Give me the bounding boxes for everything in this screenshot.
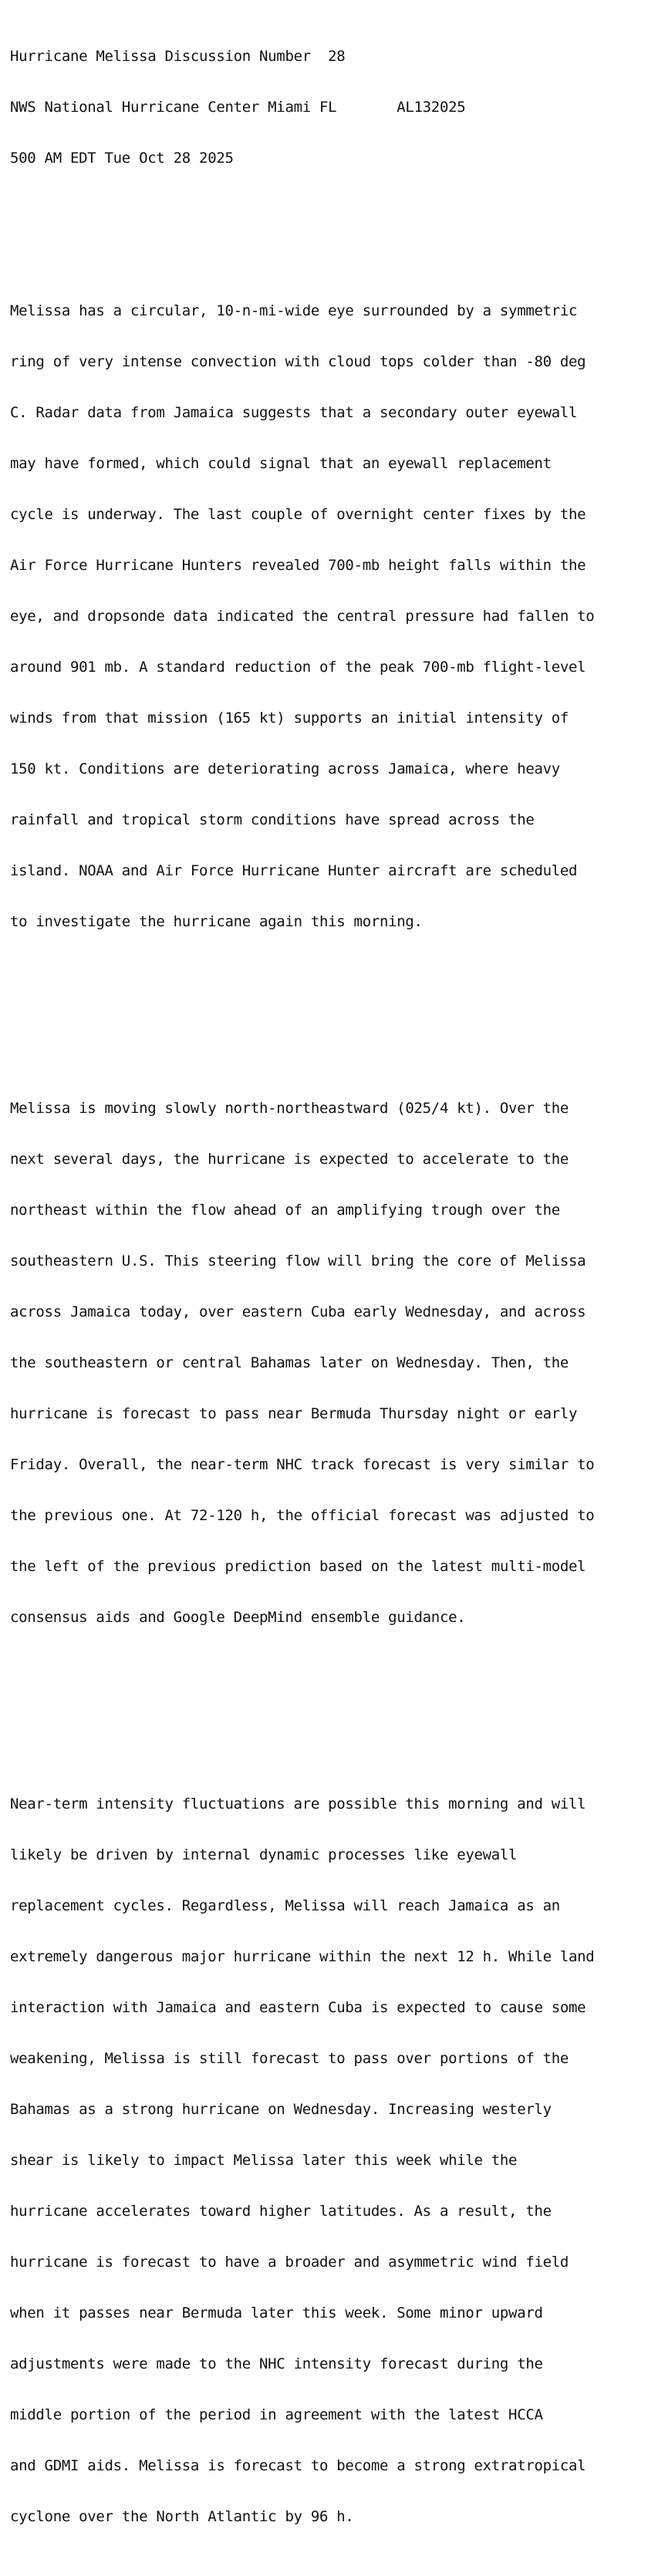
text-line: around 901 mb. A standard reduction of the peak 700-mb flight-level — [10, 659, 586, 676]
text-line: Bahamas as a strong hurricane on Wednesday. Increasing westerly — [10, 2101, 552, 2118]
text-line: 150 kt. Conditions are deteriorating across Jamaica, where heavy — [10, 760, 560, 777]
text-line: northeast within the flow ahead of an amplifying trough over the — [10, 1202, 560, 1219]
text-line: Melissa is moving slowly north-northeastward (025/4 kt). Over the — [10, 1100, 569, 1117]
text-line: across Jamaica today, over eastern Cuba early Wednesday, and across — [10, 1303, 586, 1320]
header-timestamp: 500 AM EDT Tue Oct 28 2025 — [10, 150, 234, 167]
text-line: shear is likely to impact Melissa later this week while the — [10, 2152, 518, 2169]
paragraph-gap — [10, 201, 648, 217]
text-line: hurricane accelerates toward higher latitudes. As a result, the — [10, 2203, 552, 2220]
paragraph-gap — [10, 998, 648, 1015]
text-line: middle portion of the period in agreement with the latest HCCA — [10, 2406, 543, 2423]
text-line: eye, and dropsonde data indicated the central pressure had fallen to — [10, 608, 595, 625]
text-line: may have formed, which could signal that an eyewall replacement — [10, 455, 552, 472]
text-line: likely be driven by internal dynamic processes like eyewall — [10, 1846, 518, 1863]
text-line: Near-term intensity fluctuations are possible this morning and will — [10, 1795, 586, 1812]
text-line: when it passes near Bermuda later this week. Some minor upward — [10, 2305, 543, 2321]
header-title: Hurricane Melissa Discussion Number 28 — [10, 48, 346, 65]
text-line: rainfall and tropical storm conditions have spread across the — [10, 811, 535, 828]
text-line: C. Radar data from Jamaica suggests that a secondary outer eyewall — [10, 404, 578, 421]
text-line: Air Force Hurricane Hunters revealed 700-mb height falls within the — [10, 557, 586, 574]
paragraph-gap — [10, 1694, 648, 1711]
text-line: hurricane is forecast to pass near Bermuda Thursday night or early — [10, 1405, 578, 1422]
text-line: extremely dangerous major hurricane within the next 12 h. While land — [10, 1948, 595, 1965]
text-line: ring of very intense convection with cloud tops colder than -80 deg — [10, 353, 586, 370]
paragraph-intensity-forecast — [10, 1762, 648, 2559]
text-line: winds from that mission (165 kt) supports an initial intensity of — [10, 710, 569, 727]
text-line: southeastern U.S. This steering flow will bring the core of Melissa — [10, 1253, 586, 1269]
text-line: consensus aids and Google DeepMind ensemble guidance. — [10, 1609, 466, 1626]
text-line: the previous one. At 72-120 h, the official forecast was adjusted to — [10, 1507, 595, 1524]
paragraph-current-status — [10, 268, 648, 964]
text-line: hurricane is forecast to have a broader and asymmetric wind field — [10, 2254, 569, 2271]
text-line: replacement cycles. Regardless, Melissa will reach Jamaica as an — [10, 1897, 560, 1914]
text-line: Friday. Overall, the near-term NHC track forecast is very similar to — [10, 1456, 595, 1473]
text-line: to investigate the hurricane again this morning. — [10, 913, 423, 930]
text-line: the left of the previous prediction based on the latest multi-model — [10, 1558, 586, 1575]
text-line: and GDMI aids. Melissa is forecast to become a strong extratropical — [10, 2457, 586, 2474]
text-line: adjustments were made to the NHC intensity forecast during the — [10, 2355, 543, 2372]
text-line: interaction with Jamaica and eastern Cuba is expected to cause some — [10, 1999, 586, 2016]
text-line: next several days, the hurricane is expected to accelerate to the — [10, 1151, 569, 1168]
text-line: the southeastern or central Bahamas later on Wednesday. Then, the — [10, 1354, 569, 1371]
text-line: cycle is underway. The last couple of overnight center fixes by the — [10, 506, 586, 523]
text-line: weakening, Melissa is still forecast to pass over portions of the — [10, 2050, 569, 2067]
paragraph-track-forecast — [10, 1066, 648, 1660]
header-office: NWS National Hurricane Center Miami FL AL132025 — [10, 99, 466, 116]
discussion-document — [10, 14, 648, 2576]
text-line: island. NOAA and Air Force Hurricane Hunter aircraft are scheduled — [10, 862, 578, 879]
text-line: Melissa has a circular, 10-n-mi-wide eye surrounded by a symmetric — [10, 302, 578, 319]
text-line: cyclone over the North Atlantic by 96 h. — [10, 2508, 354, 2525]
